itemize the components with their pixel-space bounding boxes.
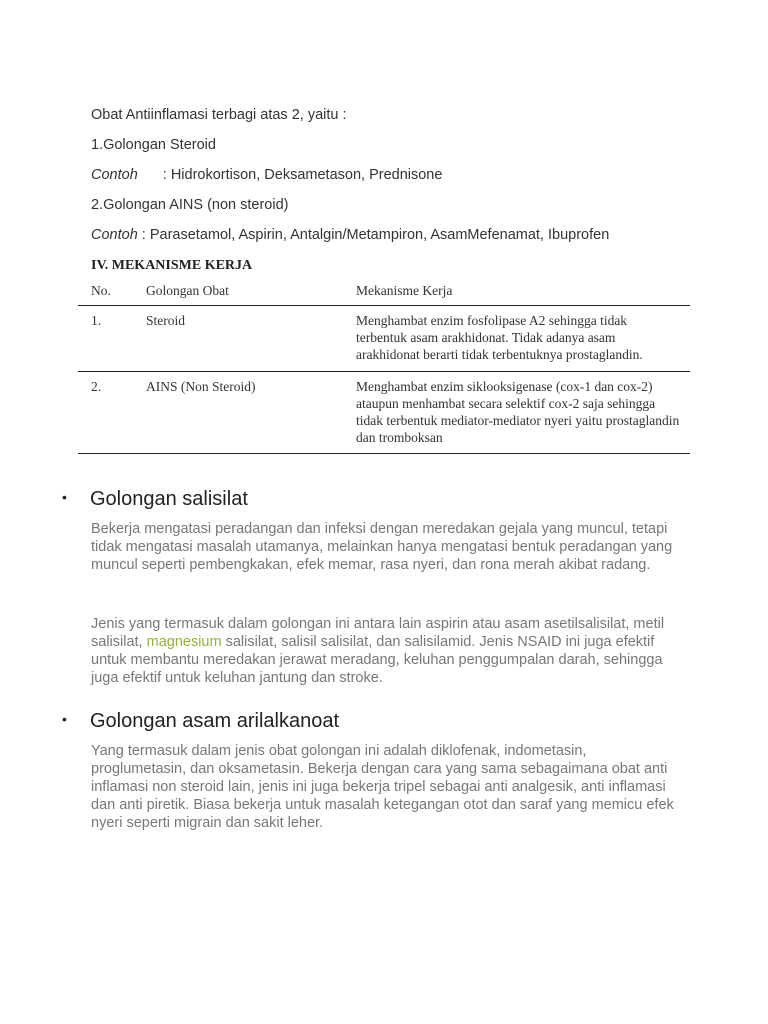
bullet-icon: • xyxy=(62,711,67,727)
heading-arilalkanoat xyxy=(62,710,339,733)
bullet-icon: • xyxy=(62,489,67,505)
cell-golongan: Steroid xyxy=(146,306,356,372)
magnesium-link[interactable]: magnesium xyxy=(146,634,222,650)
heading-salisilat xyxy=(62,488,248,511)
para-text: salisilat, salisil salisilat, dan salisilamid. Jenis NSAID ini juga efektif untuk membantu meredakan jerawat meradang, keluhan penggumpalan darah, sehingga juga efektif untuk keluhan jantung dan stroke. xyxy=(91,634,663,686)
example-text: : Hidrokortison, Deksametason, Prednisone xyxy=(162,167,443,183)
example-label: Contoh xyxy=(91,227,138,243)
cell-mekanisme: Menghambat enzim fosfolipase A2 sehingga tidak terbentuk asam arakhidonat. Tidak adanya asam arakhidonat berarti tidak terbentuknya prostaglandin. xyxy=(356,306,690,372)
cell-golongan: AINS (Non Steroid) xyxy=(146,372,356,454)
mechanism-table xyxy=(78,278,690,454)
section-title: IV. MEKANISME KERJA xyxy=(91,258,253,273)
example-label: Contoh xyxy=(91,167,138,183)
table-header-row xyxy=(78,278,690,306)
heading-text: Golongan asam arilalkanoat xyxy=(90,710,340,732)
example-steroid xyxy=(91,166,442,184)
cell-no: 1. xyxy=(78,306,146,372)
table-row xyxy=(78,372,690,454)
group-ains: 2.Golongan AINS (non steroid) xyxy=(91,197,289,213)
header-no: No. xyxy=(78,278,146,306)
intro-line: Obat Antiinflamasi terbagi atas 2, yaitu : xyxy=(91,107,347,123)
arilalkanoat-paragraph-1: Yang termasuk dalam jenis obat golongan ini adalah diklofenak, indometasin, proglumetasin, dan oksametasin. Bekerja dengan cara yang sama sebagaimana obat anti inflamasi non steroid lain, jenis ini juga bekerja tripel sebagai anti analgesik, anti inflamasi dan anti piretik. Biasa bekerja untuk masalah ketegangan otot dan saraf yang memicu efek nyeri seperti migrain dan sakit leher. xyxy=(91,743,674,831)
cell-mekanisme: Menghambat enzim siklooksigenase (cox-1 dan cox-2) ataupun menhambat secara selektif cox-2 saja sehingga tidak terbentuk mediator-mediator nyeri yaitu prostaglandin dan tromboksan xyxy=(356,372,690,454)
salisilat-paragraph-1: Bekerja mengatasi peradangan dan infeksi dengan meredakan gejala yang muncul, tetapi tidak mengatasi masalah utamanya, melainkan hanya mengatasi bentuk peradangan yang muncul seperti pembengkakan, efek memar, rasa nyeri, dan rona merah akibat radang. xyxy=(91,521,673,573)
table-row xyxy=(78,306,690,372)
salisilat-paragraph-2 xyxy=(91,615,681,687)
header-golongan: Golongan Obat xyxy=(146,278,356,306)
group-steroid: 1.Golongan Steroid xyxy=(91,137,216,153)
example-text: : Parasetamol, Aspirin, Antalgin/Metampiron, AsamMefenamat, Ibuprofen xyxy=(137,227,610,243)
cell-no: 2. xyxy=(78,372,146,454)
heading-text: Golongan salisilat xyxy=(90,488,248,510)
para-text: Jenis yang termasuk dalam golongan ini antara lain aspirin atau asam asetilsalisilat, metil salisilat, xyxy=(91,616,665,650)
example-ains xyxy=(91,226,609,244)
header-mekanisme: Mekanisme Kerja xyxy=(356,278,690,306)
